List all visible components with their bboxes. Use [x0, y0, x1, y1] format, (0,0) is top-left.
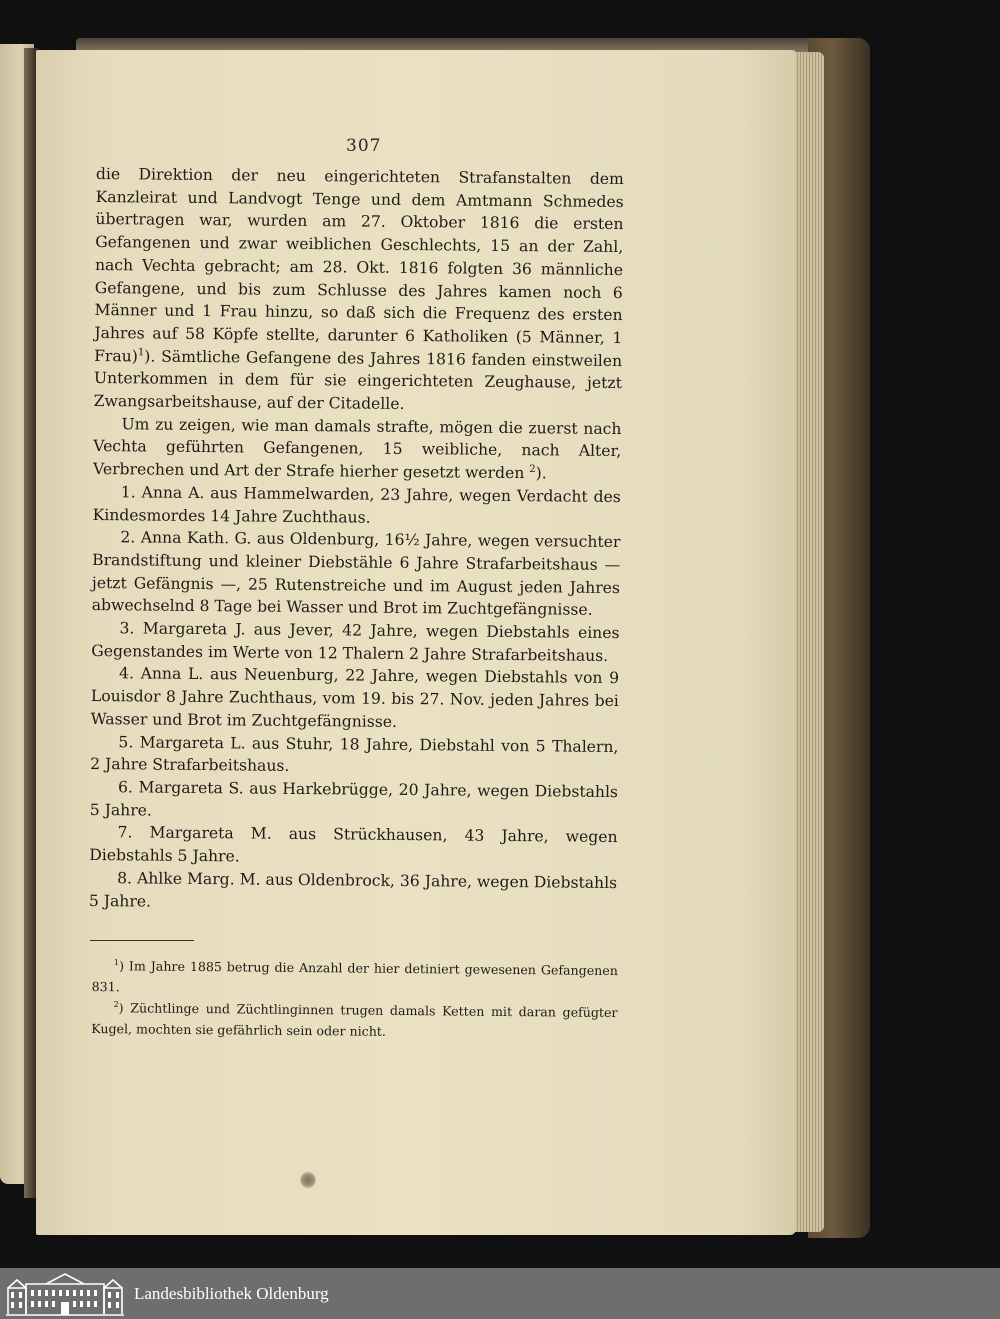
library-name: Landesbibliothek Oldenburg [134, 1283, 329, 1303]
footnote: $^1$) Im Jahre 1885 betrug die Anzahl der hier detiniert gewesenen Gefangenen 831. [91, 957, 618, 995]
footer-banner [0, 1268, 1000, 1319]
footnote-divider [90, 940, 194, 941]
footnote-ref: 2 [529, 464, 536, 476]
list-item: 6. Margareta S. aus Harkebrügge, 20 Jahre, wegen Diebstahls 5 Jahre. [89, 778, 619, 820]
list-item: 7. Margareta M. aus Strückhausen, 43 Jahre, wegen Diebstahls 5 Jahre. [89, 823, 618, 866]
list-item: 8. Ahlke Marg. M. aus Oldenbrock, 36 Jahre, wegen Diebstahls 5 Jahre. [88, 869, 618, 911]
footnote: $^2$) Züchtlinge und Züchtlinginnen trugen damals Ketten mit daran gefügter Kugel, mochten sie gefährlich sein oder nicht. [91, 999, 618, 1039]
list-item: 1. Anna A. aus Hammelwarden, 23 Jahre, wegen Verdacht des Kindesmordes 14 Jahre Zuchthaus. [92, 483, 621, 527]
list-item: 5. Margareta L. aus Stuhr, 18 Jahre, Diebstahl von 5 Thalern, 2 Jahre Strafarbeitshaus. [90, 732, 619, 776]
paragraph: die Direktion der neu eingerichteten Strafanstalten dem Kanzleirat und Landvogt Tenge und dem Amtmann Schmedes übertragen war, wurden am 27. Oktober 1816 die ersten Gefangenen und zwar weiblichen Geschlechts, 15 an der Zahl, nach Vechta gebracht; am 28. Okt. 1816 folgten 36 männliche Gefangene, und bis zum Schlusse des Jahres kamen noch 6 Männer und 1 Frau hinzu, so daß sich die Frequenz des ersten Jahres auf 58 Köpfe stellte, darunter 6 Katholiken (5 Männer, 1 Frau)$^1$). Sämtliche Gefangene des Jahres 1816 fanden einstweilen Unterkommen in dem für sie eingerichteten Zeughause, jetzt Zwangsarbeitshause, auf der Citadelle. [93, 164, 624, 414]
list-item: 3. Margareta J. aus Jever, 42 Jahre, wegen Diebstahls eines Gegenstandes im Werte von 12 Thalern 2 Jahre Strafarbeitshaus. [91, 619, 620, 665]
page-number: 307 [346, 136, 382, 156]
ink-smudge [300, 1170, 316, 1190]
footnotes [91, 955, 618, 1044]
library-building-logo-icon [6, 1272, 124, 1316]
footnote-ref: 1 [137, 346, 145, 358]
list-item: 2. Anna Kath. G. aus Oldenburg, 16½ Jahre, wegen versuchter Brandstiftung und kleiner Diebstähle 6 Jahre Strafarbeitshaus — jetzt Gefängnis —, 25 Rutenstreiche und im August jeden Jahres abwechselnd 8 Tage bei Wasser und Brot im Zuchtgefängnisse. [91, 528, 621, 620]
paragraph: Um zu zeigen, wie man damals strafte, mögen die zuerst nach Vechta geführten Gefangenen, 15 weibliche, nach Alter, Verbrechen und Art der Strafe hierher gesetzt werden $^2$). [92, 414, 622, 483]
page-body [89, 163, 624, 917]
list-item: 4. Anna L. aus Neuenburg, 22 Jahre, wegen Diebstahls von 9 Louisdor 8 Jahre Zuchthaus, vom 19. bis 27. Nov. jeden Jahres bei Wasser und Brot im Zuchtgefängnisse. [90, 664, 620, 731]
